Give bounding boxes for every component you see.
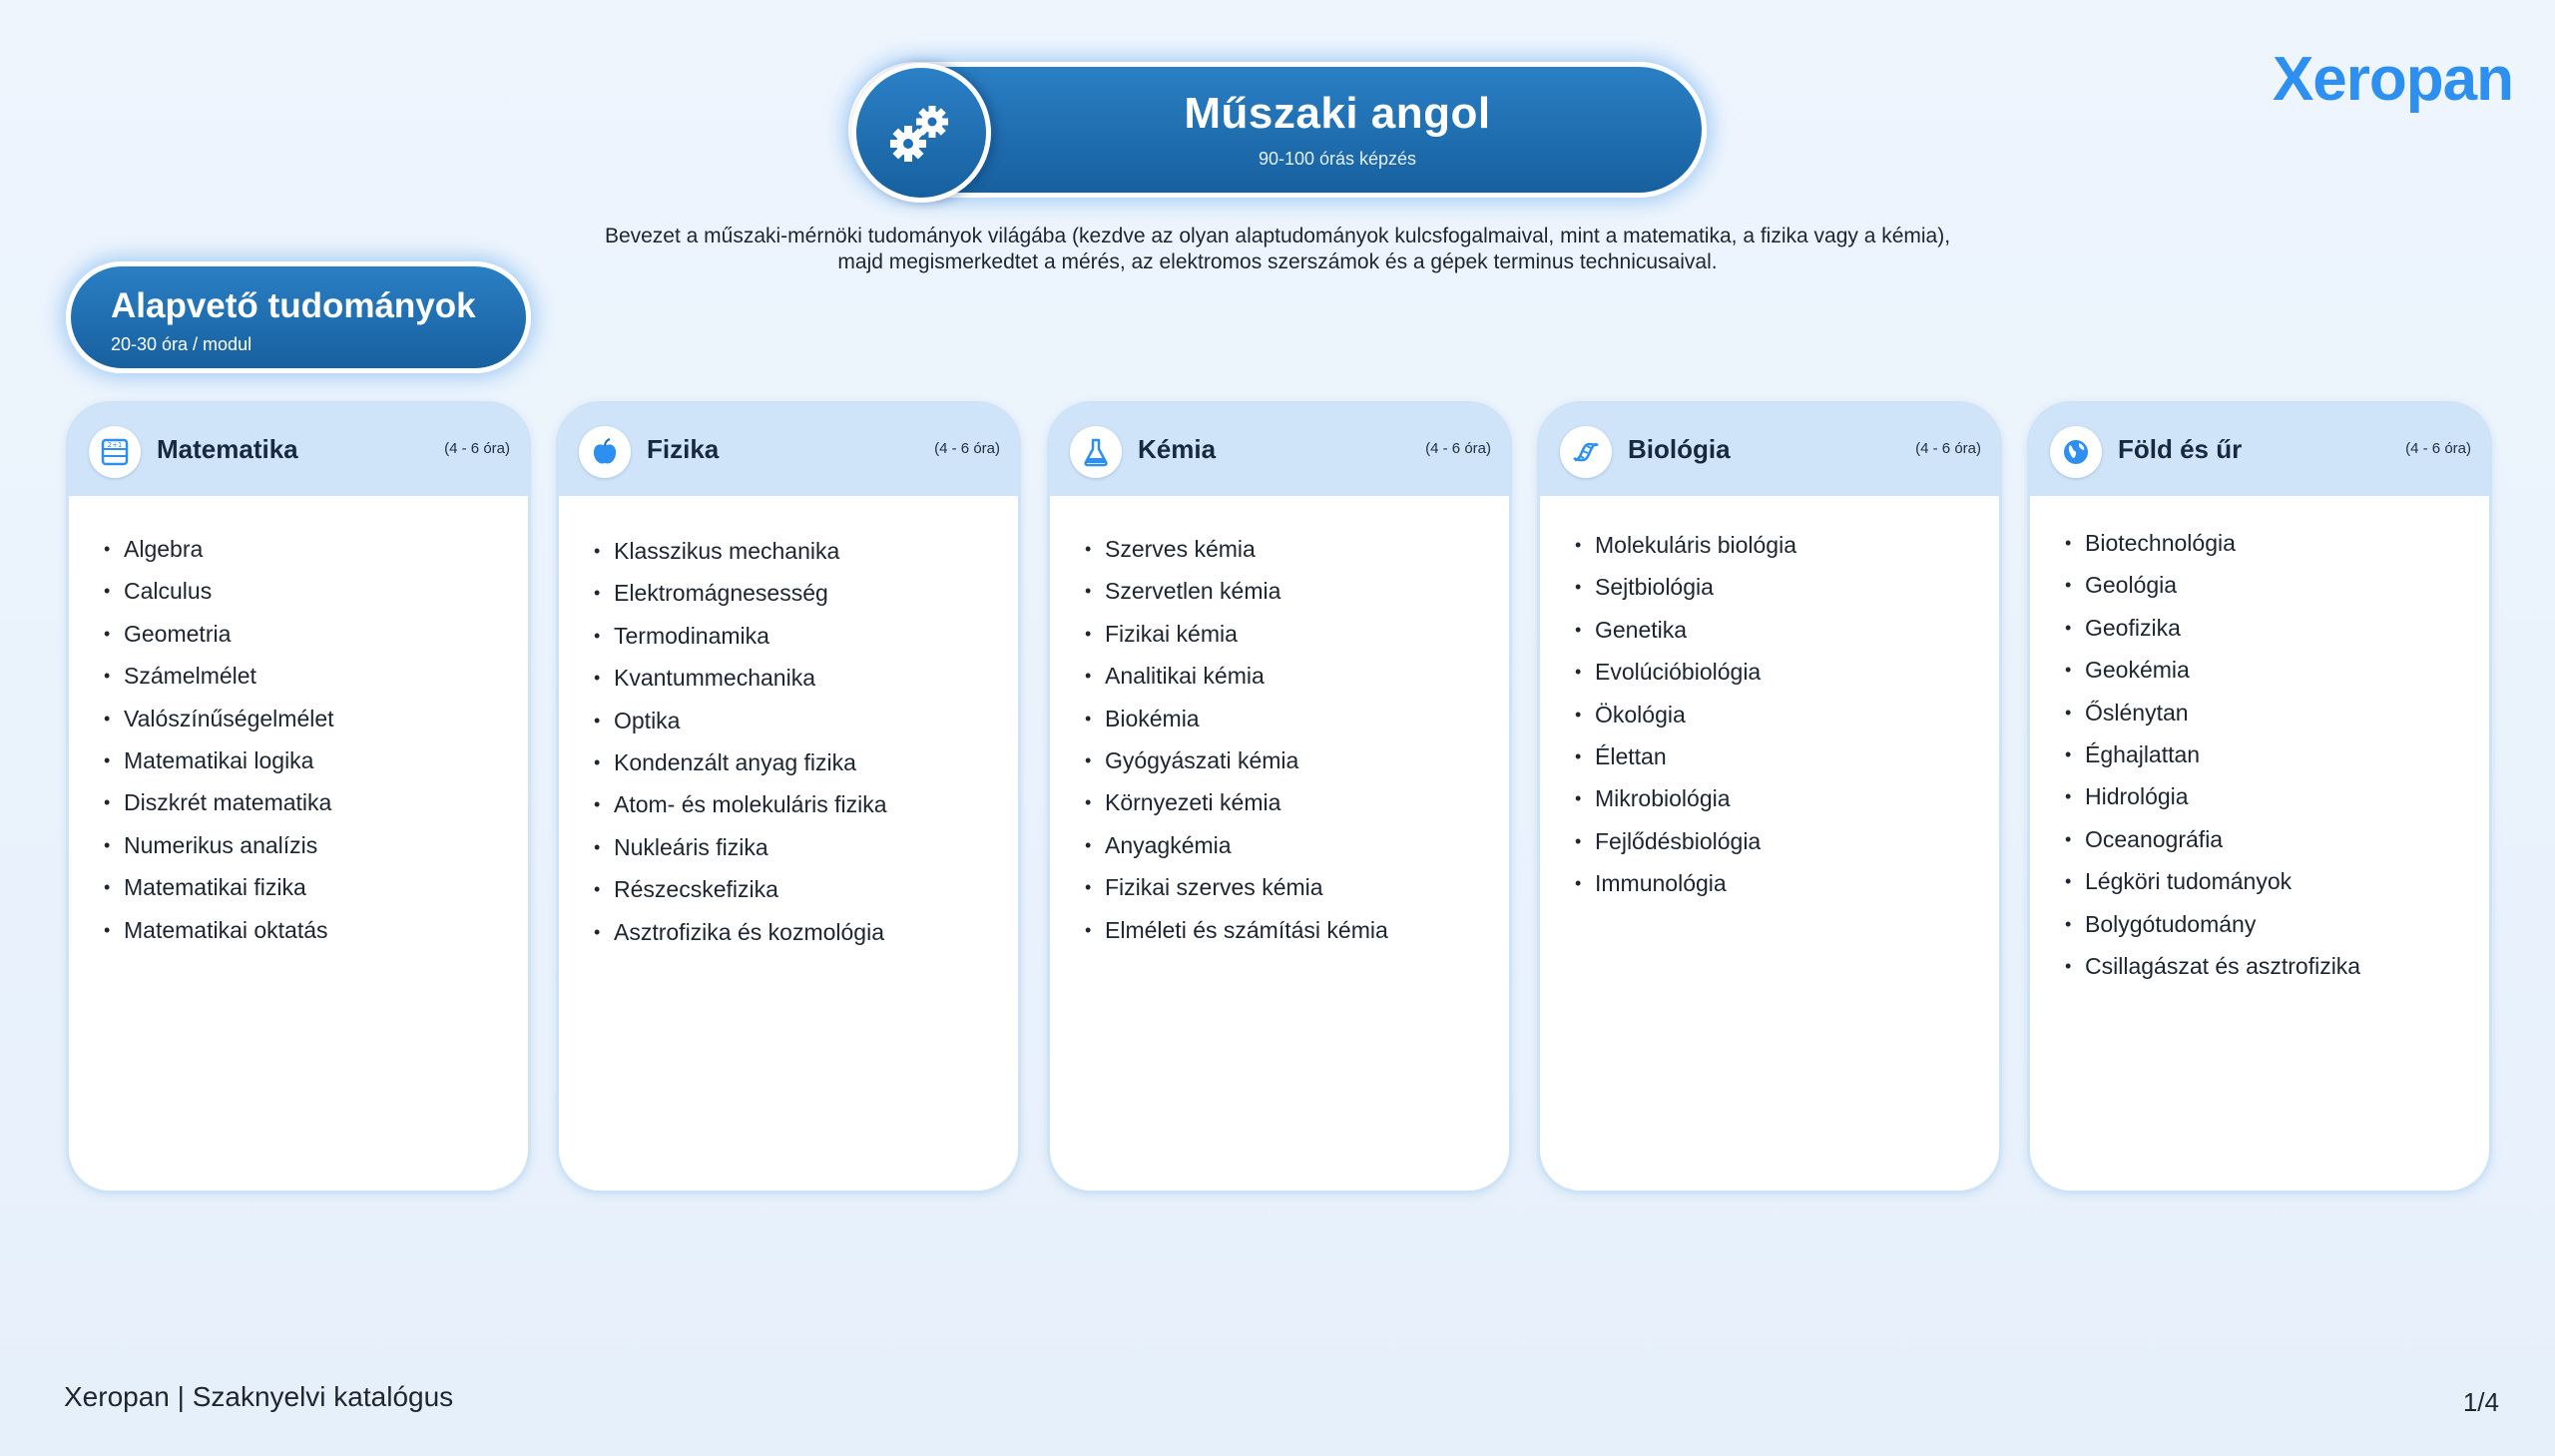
list-item: • Sejtbiológia <box>1595 566 1999 608</box>
list-item: • Hidrológia <box>2085 775 2489 817</box>
topic-list <box>1050 528 1509 951</box>
card-title: Matematika <box>157 434 298 464</box>
topic-list <box>69 528 528 951</box>
card-matematika <box>66 401 531 1194</box>
list-item: • Légköri tudományok <box>2085 860 2489 902</box>
list-item: • Evolúcióbiológia <box>1595 651 1999 693</box>
card-kemia <box>1047 401 1512 1194</box>
list-item: • Oceanográfia <box>2085 818 2489 860</box>
page-number: 1/4 <box>2462 1387 2499 1417</box>
card-header <box>2030 404 2489 496</box>
card-header <box>1540 404 1999 496</box>
title-banner <box>848 62 1707 198</box>
card-hours: (4 - 6 óra) <box>1915 440 1981 457</box>
svg-text:2+1: 2+1 <box>107 441 123 449</box>
topic-list <box>1540 524 1999 905</box>
list-item: • Geokémia <box>2085 649 2489 691</box>
list-item: • Atom- és molekuláris fizika <box>614 783 1018 825</box>
card-title: Föld és űr <box>2118 434 2243 464</box>
apple-icon <box>579 426 631 478</box>
card-title: Kémia <box>1138 434 1217 464</box>
list-item: • Élettan <box>1595 735 1999 777</box>
list-item: • Ökológia <box>1595 694 1999 735</box>
card-hours: (4 - 6 óra) <box>934 440 1000 457</box>
list-item: • Szerves kémia <box>1105 528 1509 570</box>
card-header <box>69 404 528 496</box>
list-item: • Biokémia <box>1105 698 1509 739</box>
abacus-icon <box>89 426 141 478</box>
card-header <box>1050 404 1509 496</box>
list-item: • Részecskefizika <box>614 868 1018 910</box>
list-item: • Számelmélet <box>124 655 528 697</box>
list-item: • Fizikai kémia <box>1105 613 1509 655</box>
list-item: • Elméleti és számítási kémia <box>1105 909 1509 951</box>
list-item: • Kvantummechanika <box>614 657 1018 699</box>
list-item: • Biotechnológia <box>2085 522 2489 564</box>
page-title: Műszaki angol <box>1184 89 1491 138</box>
list-item: • Fizikai szerves kémia <box>1105 866 1509 908</box>
card-hours: (4 - 6 óra) <box>1425 440 1491 457</box>
module-title: Alapvető tudományok <box>111 286 476 325</box>
list-item: • Környezeti kémia <box>1105 781 1509 823</box>
list-item: • Anyagkémia <box>1105 824 1509 866</box>
list-item: • Geofizika <box>2085 607 2489 649</box>
list-item: • Algebra <box>124 528 528 570</box>
xeropan-logo: Xeropan <box>2272 45 2513 114</box>
module-subtitle: 20-30 óra / modul <box>111 334 253 354</box>
intro-line-1: Bevezet a műszaki-mérnöki tudományok világába (kezdve az olyan alaptudományok kulcsfogalmaival, mint a matematika, a fizika vagy a kémia), <box>604 225 1951 247</box>
list-item: • Analitikai kémia <box>1105 655 1509 697</box>
flask-icon <box>1070 426 1122 478</box>
list-item: • Csillagászat és asztrofizika <box>2085 945 2489 987</box>
list-item: • Fejlődésbiológia <box>1595 820 1999 862</box>
list-item: • Molekuláris biológia <box>1595 524 1999 566</box>
card-fold-es-ur <box>2027 401 2492 1194</box>
module-banner <box>66 261 531 373</box>
list-item: • Valószínűségelmélet <box>124 698 528 739</box>
list-item: • Asztrofizika és kozmológia <box>614 911 1018 953</box>
list-item: • Mikrobiológia <box>1595 777 1999 819</box>
topic-list <box>2030 522 2489 987</box>
list-item: • Termodinamika <box>614 615 1018 657</box>
list-item: • Genetika <box>1595 609 1999 651</box>
list-item: • Geometria <box>124 613 528 655</box>
list-item: • Immunológia <box>1595 862 1999 904</box>
card-fizika <box>556 401 1021 1194</box>
list-item: • Geológia <box>2085 564 2489 606</box>
list-item: • Gyógyászati kémia <box>1105 739 1509 781</box>
card-title: Biológia <box>1628 434 1731 464</box>
card-header <box>559 404 1018 496</box>
page-subtitle: 90-100 órás képzés <box>1258 149 1417 169</box>
list-item: • Kondenzált anyag fizika <box>614 741 1018 783</box>
intro-text <box>419 224 2136 275</box>
list-item: • Nukleáris fizika <box>614 826 1018 868</box>
globe-icon <box>2050 426 2102 478</box>
card-hours: (4 - 6 óra) <box>2405 440 2471 457</box>
gears-icon-badge <box>851 63 991 203</box>
list-item: • Éghajlattan <box>2085 733 2489 775</box>
card-hours: (4 - 6 óra) <box>444 440 510 457</box>
list-item: • Calculus <box>124 570 528 612</box>
footer-caption: Xeropan | Szaknyelvi katalógus <box>64 1381 454 1412</box>
list-item: • Numerikus analízis <box>124 824 528 866</box>
intro-line-2: majd megismerkedtet a mérés, az elektromos szerszámok és a gépek terminus technicusaival. <box>837 250 1718 273</box>
list-item: • Diszkrét matematika <box>124 781 528 823</box>
list-item: • Bolygótudomány <box>2085 903 2489 945</box>
list-item: • Matematikai oktatás <box>124 909 528 951</box>
list-item: • Matematikai logika <box>124 739 528 781</box>
topic-list <box>559 530 1018 953</box>
dna-icon <box>1560 426 1612 478</box>
list-item: • Szervetlen kémia <box>1105 570 1509 612</box>
list-item: • Optika <box>614 700 1018 741</box>
list-item: • Elektromágnesesség <box>614 572 1018 614</box>
card-title: Fizika <box>647 434 720 464</box>
list-item: • Klasszikus mechanika <box>614 530 1018 572</box>
gears-icon <box>886 98 956 168</box>
list-item: • Őslénytan <box>2085 692 2489 733</box>
card-biologia <box>1537 401 2002 1194</box>
list-item: • Matematikai fizika <box>124 866 528 908</box>
